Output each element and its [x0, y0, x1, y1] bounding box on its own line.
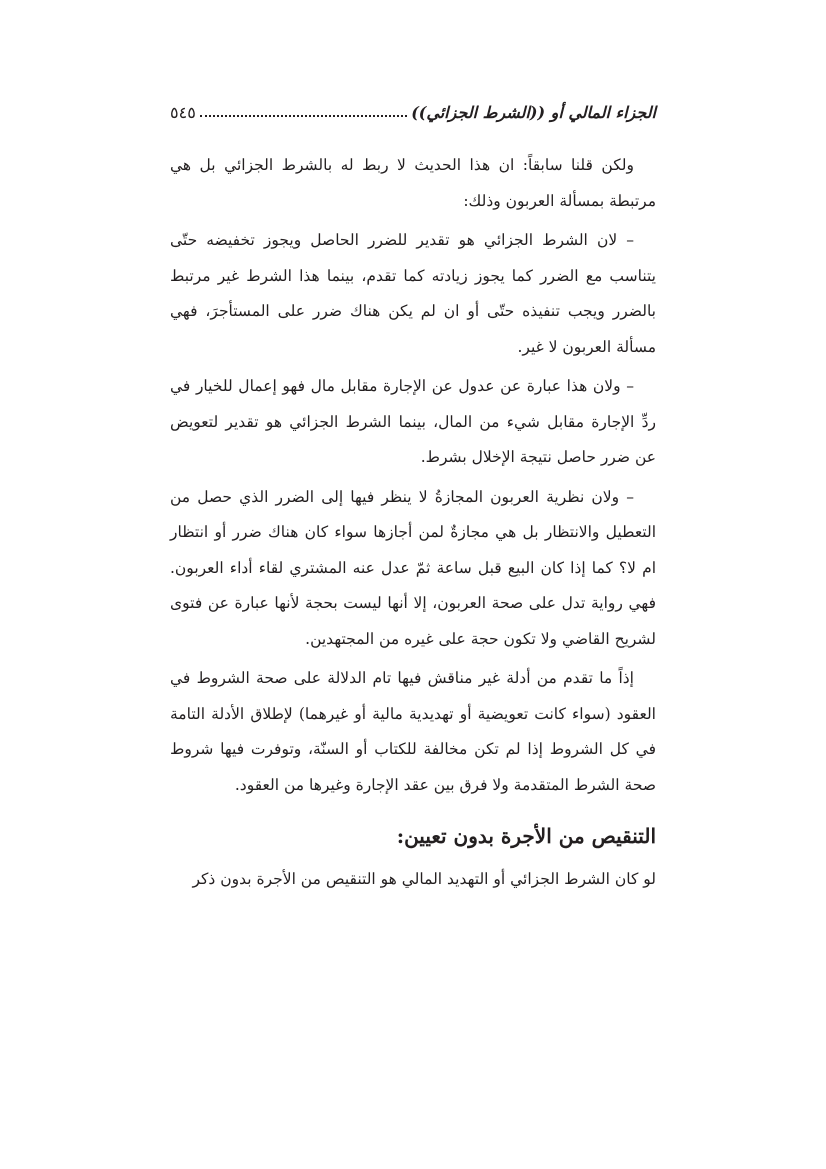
paragraph: ولكن قلنا سابقاً: ان هذا الحديث لا ربط له بالشرط الجزائي بل هي مرتبطة بمسألة العربون وذلك:	[170, 156, 656, 210]
running-header	[170, 96, 656, 122]
paragraph: – ولان هذا عبارة عن عدول عن الإجارة مقابل مال فهو إعمال للخيار في ردِّ الإجارة مقابل شيء من المال، بينما الشرط الجزائي هو تقدير لتعويض عن ضرر حاصل نتيجة الإخلال بشرط.	[170, 377, 656, 466]
dotted-leader	[200, 114, 407, 117]
paragraph: – ولان نظرية العربون المجازةُ لا ينظر فيها إلى الضرر الذي حصل من التعطيل والانتظار بل هي مجازةٌ لمن أجازها سواء كان هناك ضرر أو انتظار ام لا؟ كما إذا كان البيع قبل ساعة ثمّ عدل عنه المشتري لقاء أداء العربون. فهي رواية تدل على صحة العربون، إلا أنها ليست بحجة لأنها عبارة عن فتوى لشريح القاضي ولا تكون حجة على غيره من المجتهدين.	[170, 487, 656, 648]
section-heading: التنقيص من الأجرة بدون تعيين:	[396, 824, 656, 848]
section-first-line: لو كان الشرط الجزائي أو التهديد المالي هو التنقيص من الأجرة بدون ذكر	[192, 870, 656, 888]
paragraph: – لان الشرط الجزائي هو تقدير للضرر الحاصل ويجوز تخفيضه حتّى يتناسب مع الضرر كما يجوز زيادته كما تقدم، بينما هذا الشرط غير مرتبط بالضرر ويجب تنفيذه حتّى أو ان لم يكن هناك ضرر على المستأجرَ، فهي مسألة العربون لا غير.	[170, 231, 656, 356]
running-title: الجزاء المالي أو ((الشرط الجزائي))	[411, 103, 656, 122]
body-text	[170, 148, 656, 807]
page-number: ٥٤٥	[170, 103, 196, 122]
paragraph: إذاً ما تقدم من أدلة غير مناقش فيها تام الدلالة على صحة الشروط في العقود (سواء كانت تعويضية أو تهديدية مالية أو غيرهما) لإطلاق الأدلة التامة في كل الشروط إذا لم تكن مخالفة للكتاب أو السنّة، وتوفرت فيها شروط صحة الشرط المتقدمة ولا فرق بين عقد الإجارة وغيرها من العقود.	[170, 669, 656, 794]
